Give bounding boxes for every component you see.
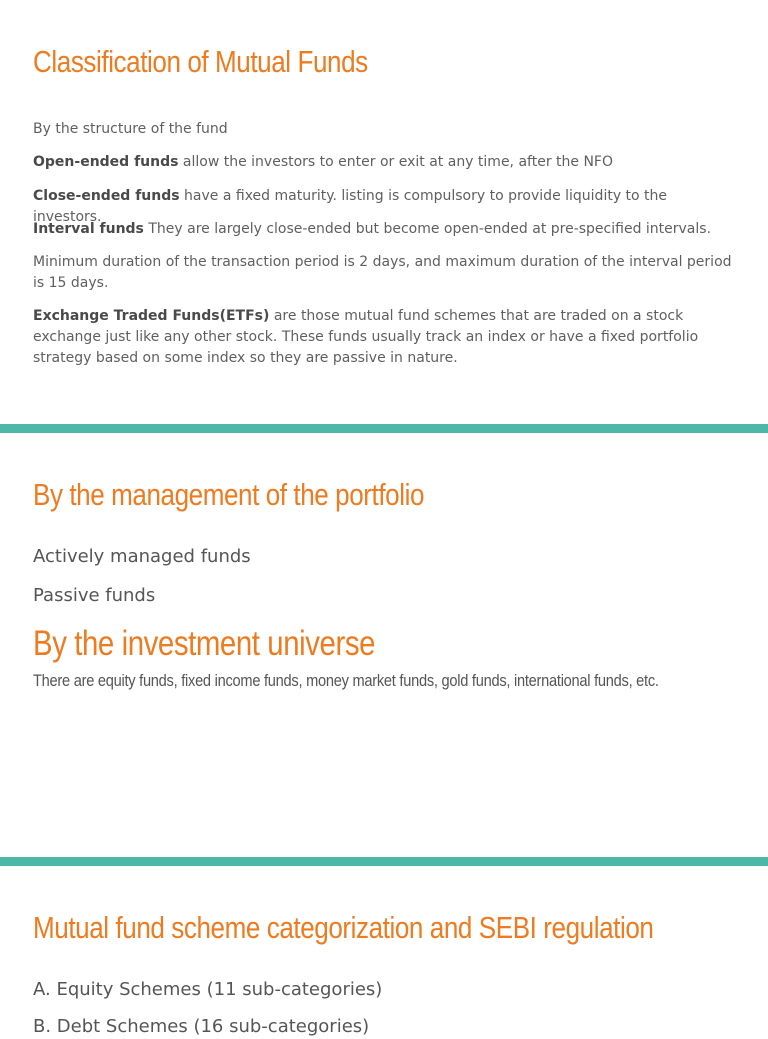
intro-text: By the structure of the fund — [33, 121, 228, 137]
close-ended-desc: have a fixed maturity. listing is compulsory to provide liquidity to the investors. — [33, 188, 668, 225]
etf-term: Exchange Traded Funds(ETFs) — [33, 308, 270, 324]
list-item: Actively managed funds — [33, 546, 251, 567]
section-title: By the investment universe — [33, 624, 376, 663]
slide-title: By the management of the portfolio — [33, 477, 425, 512]
slide-management — [0, 433, 768, 857]
close-ended-term: Close-ended funds — [33, 188, 180, 204]
slide-structure — [0, 0, 768, 424]
interval-desc: They are largely close-ended but become open-ended at pre-specified intervals. — [143, 221, 712, 237]
section-divider — [0, 424, 768, 433]
open-ended-desc: allow the investors to enter or exit at any time, after the NFO — [178, 154, 613, 170]
slide-title: Mutual fund scheme categorization and SEBI regulation — [33, 910, 654, 945]
slide-title: Classification of Mutual Funds — [33, 44, 368, 79]
investment-universe-text: There are equity funds, fixed income funds, money market funds, gold funds, international funds, etc. — [33, 671, 659, 690]
slide-sebi — [0, 866, 768, 1037]
interval-term: Interval funds — [33, 221, 144, 237]
etf-desc: are those mutual fund schemes that are traded on a stock exchange just like any other stock. These funds usually track an index or have a fixed portfolio strategy based on some index so they are passive in nature. — [33, 308, 699, 366]
list-item: B. Debt Schemes (16 sub-categories) — [33, 1016, 370, 1037]
etf-item — [33, 306, 733, 369]
list-item: Passive funds — [33, 585, 156, 606]
open-ended-term: Open-ended funds — [33, 154, 179, 170]
duration-note: Minimum duration of the transaction period is 2 days, and maximum duration of the interval period is 15 days. — [33, 254, 732, 291]
section-divider — [0, 857, 768, 866]
open-ended-item — [33, 152, 733, 173]
list-item: A. Equity Schemes (11 sub-categories) — [33, 979, 383, 1000]
interval-item — [33, 219, 733, 240]
